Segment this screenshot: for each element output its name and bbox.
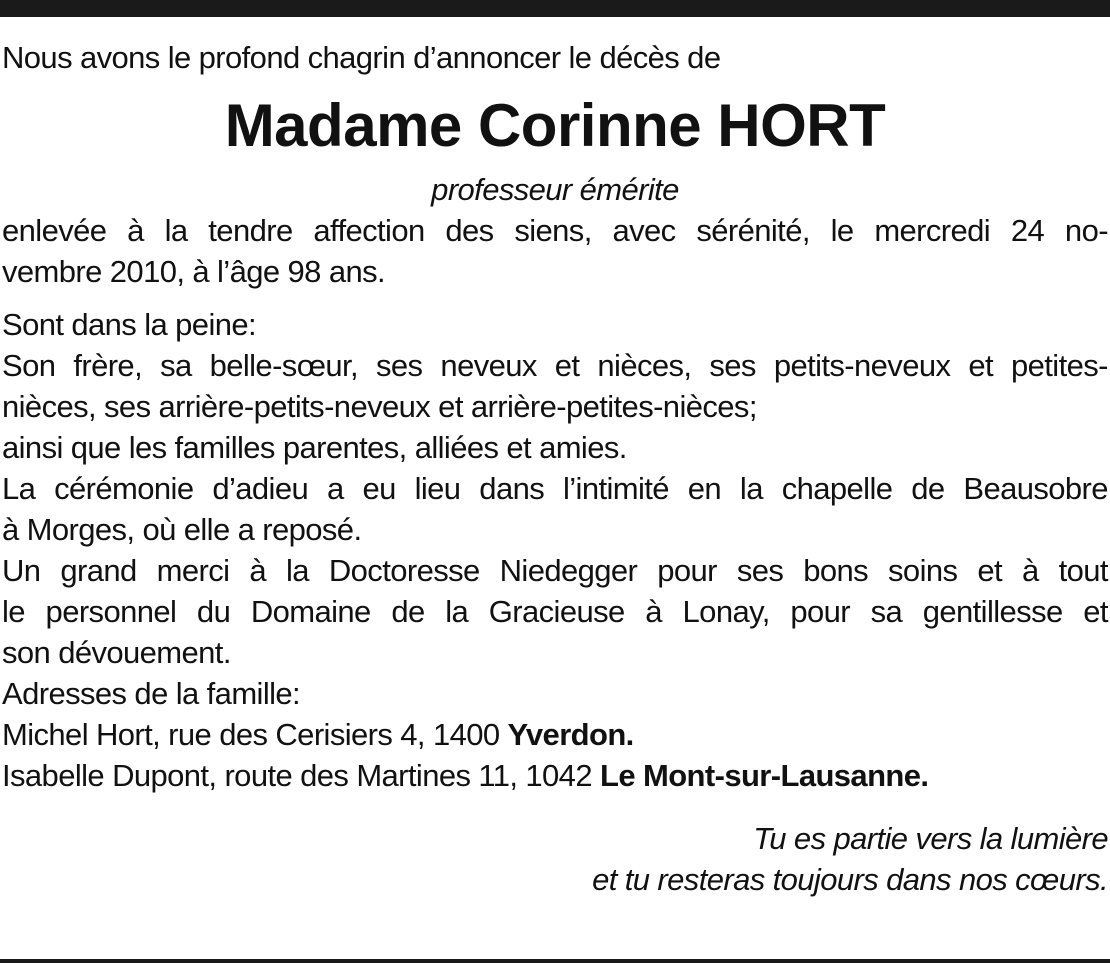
address-line [2, 714, 1108, 755]
thanks-line: Un grand merci à la Doctoresse Niedegger pour ses bons soins et à tout [2, 553, 1108, 588]
ceremony-line: La cérémonie d’adieu a eu lieu dans l’intimité en la chapelle de Beausobre [2, 471, 1108, 506]
address-city: Yverdon. [507, 717, 634, 752]
deceased-title: professeur émérite [431, 172, 679, 207]
announcement-line: enlevée à la tendre affection des siens, avec sérénité, le mercredi 24 no- [2, 213, 1108, 248]
closing-line: Tu es partie vers la lumière [753, 821, 1108, 856]
thanks-line: son dévouement. [2, 635, 231, 670]
thanks-line: le personnel du Domaine de la Gracieuse à Lonay, pour sa gentillesse et [2, 594, 1108, 629]
bottom-rule [0, 959, 1110, 963]
ceremony-line: à Morges, où elle a reposé. [2, 512, 362, 547]
deceased-name: Madame Corinne HORT [224, 92, 886, 159]
family-line: Son frère, sa belle-sœur, ses neveux et nièces, ses petits-neveux et petites- [2, 348, 1108, 383]
address-city: Le Mont-sur-Lausanne. [599, 758, 929, 793]
address-text: Isabelle Dupont, route des Martines 11, 1042 [2, 758, 600, 793]
closing-verse [2, 818, 1108, 900]
address-text: Michel Hort, rue des Cerisiers 4, 1400 [2, 717, 508, 752]
addresses-heading: Adresses de la famille: [2, 676, 301, 711]
intro-text: Nous avons le profond chagrin d’annoncer le décès de [2, 40, 721, 75]
obituary-notice [2, 37, 1108, 900]
closing-line: et tu resteras toujours dans nos cœurs. [592, 862, 1108, 897]
top-rule [0, 0, 1110, 17]
family-line: nièces, ses arrière-petits-neveux et arrière-petites-nièces; [2, 389, 757, 424]
mourners-heading: Sont dans la peine: [2, 307, 257, 342]
family-line: ainsi que les familles parentes, alliées et amies. [2, 430, 627, 465]
announcement-line: vembre 2010, à l’âge 98 ans. [2, 254, 386, 289]
address-line [2, 755, 1108, 796]
